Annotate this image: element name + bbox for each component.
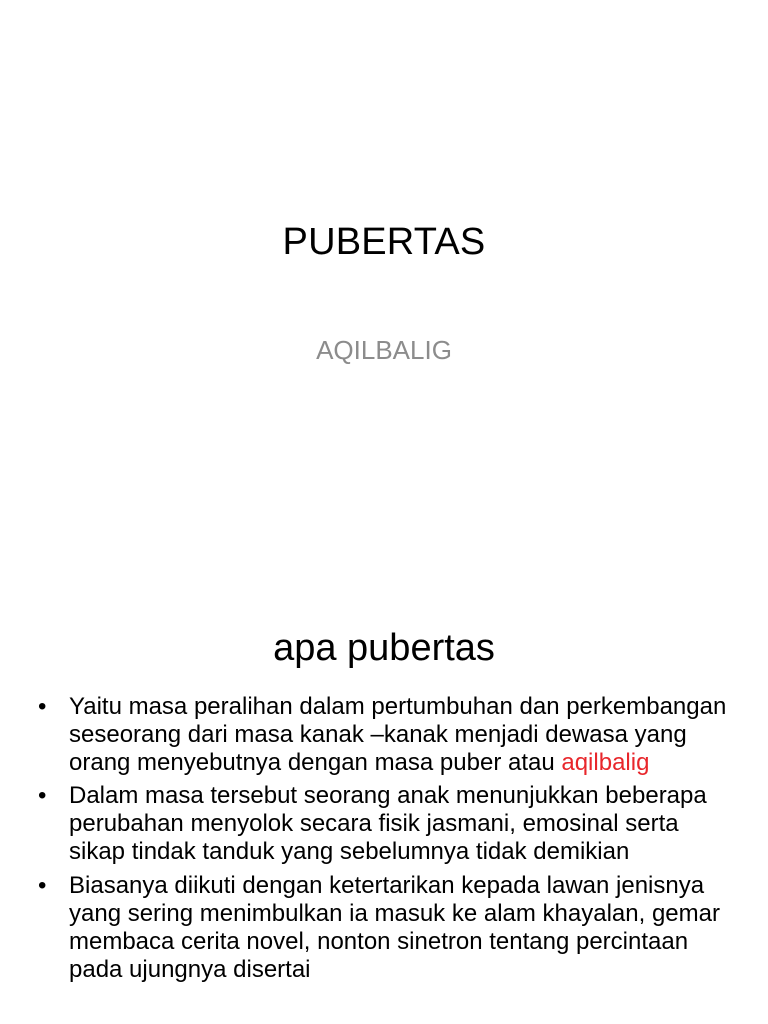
bullet-text: Dalam masa tersebut seorang anak menunjukkan beberapa perubahan menyolok secara fisik jasmani, emosinal serta sikap tindak tanduk yang sebelumnya tidak demikian (69, 782, 707, 866)
bullet-list (38, 693, 738, 989)
slide-heading: apa pubertas (273, 627, 495, 669)
content-slide (0, 576, 768, 1024)
bullet-item-3 (38, 872, 738, 984)
bullet-item-1 (38, 693, 738, 777)
slide-subtitle: AQILBALIG (316, 335, 452, 365)
highlighted-term: aqilbalig (561, 749, 650, 777)
bullet-text: Biasanya diikuti dengan ketertarikan kepada lawan jenisnya yang sering menimbulkan ia masuk ke alam khayalan, gemar membaca cerita novel, nonton sinetron tentang percintaan pada ujungnya disertai (69, 871, 720, 983)
bullet-icon: • (38, 782, 47, 810)
bullet-icon: • (38, 693, 47, 720)
bullet-icon: • (38, 871, 47, 899)
slide-title: PUBERTAS (282, 221, 486, 263)
bullet-text: Yaitu masa peralihan dalam pertumbuhan dan perkembangan seseorang dari masa kanak –kanak menjadi dewasa yang orang menyebutnya dengan masa puber atau (69, 693, 727, 777)
bullet-item-2 (38, 782, 738, 866)
